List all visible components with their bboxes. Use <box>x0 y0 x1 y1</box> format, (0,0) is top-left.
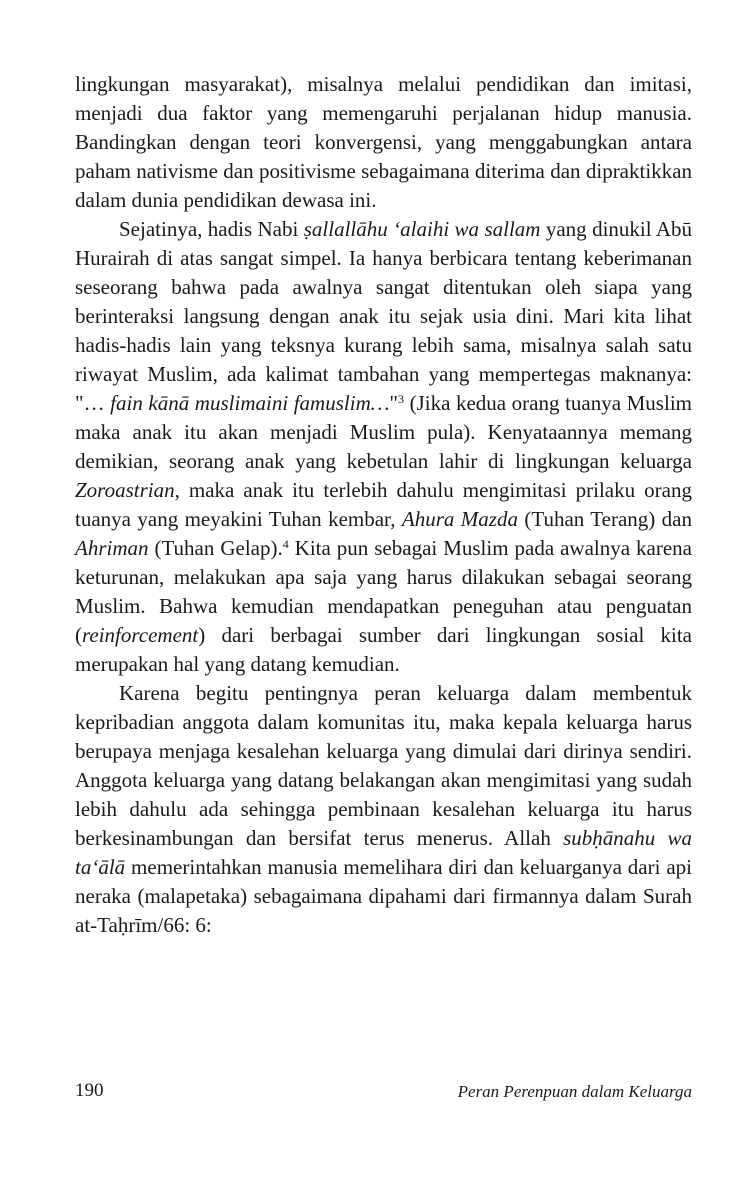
paragraph-text: (Jika kedua orang tuanya Muslim maka anak itu akan menjadi Muslim pula). Kenyataannya memang demikian, seorang anak yang kebetulan lahir di lingkungan keluarga <box>75 391 692 473</box>
page-body <box>75 70 692 940</box>
paragraph-2 <box>75 215 692 679</box>
paragraph-text: memerintahkan manusia memelihara diri dan keluarganya dari api neraka (malapetaka) sebagaimana dipahami dari firmannya dalam Surah at-Taḥrīm/66: 6: <box>75 855 692 937</box>
paragraph-text: " <box>389 391 398 415</box>
italic-phrase: ṣallallāhu ‘alaihi wa sallam <box>303 217 541 241</box>
footnote-marker: 3 <box>397 392 404 406</box>
running-title: Peran Perenpuan dalam Keluarga <box>457 1082 692 1101</box>
italic-phrase: Ahura Mazda <box>401 507 518 531</box>
italic-phrase: Zoroastrian <box>75 478 175 502</box>
italic-phrase: Ahriman <box>75 536 149 560</box>
paragraph-text: (Tuhan Terang) dan <box>517 507 692 531</box>
italic-phrase: fain kānā muslimaini famuslim… <box>110 391 390 415</box>
page-footer <box>75 1080 692 1110</box>
paragraph-text: (Tuhan Gelap). <box>148 536 283 560</box>
paragraph-text: yang dinukil Abū Hurairah di atas sangat simpel. Ia hanya berbicara tentang keberimanan seseorang bahwa pada awalnya sangat ditentukan oleh siapa yang berinteraksi langsung dengan anak itu sejak usia dini. Mari kita lihat hadis-hadis lain yang teksnya kurang lebih sama, misalnya salah satu riwayat Muslim, ada kalimat tambahan yang mempertegas maknanya: "… <box>75 217 692 415</box>
paragraph-text: ) dari berbagai sumber dari lingkungan sosial kita merupakan hal yang datang kemudian. <box>75 623 692 676</box>
paragraph-text: , maka anak itu terlebih dahulu mengimitasi prilaku orang tuanya yang meyakini Tuhan kembar, <box>75 478 692 531</box>
paragraph-1 <box>75 70 692 215</box>
italic-phrase: subḥānahu wa ta‘ālā <box>75 826 692 879</box>
page-number: 190 <box>75 1080 104 1101</box>
footnote-marker: 4 <box>282 537 289 551</box>
paragraph-3 <box>75 679 692 940</box>
paragraph-text: Sejatinya, hadis Nabi <box>119 217 304 241</box>
paragraph-text: Karena begitu pentingnya peran keluarga dalam membentuk kepribadian anggota dalam komunitas itu, maka kepala keluarga harus berupaya menjaga kesalehan keluarga yang dimulai dari dirinya sendiri. Anggota keluarga yang datang belakangan akan mengimitasi yang sudah lebih dahulu ada sehingga pembinaan kesalehan keluarga itu harus berkesinambungan dan bersifat terus menerus. Allah <box>75 681 692 850</box>
paragraph-text: Kita pun sebagai Muslim pada awalnya karena keturunan, melakukan apa saja yang harus dilakukan sebagai seorang Muslim. Bahwa kemudian mendapatkan peneguhan atau penguatan ( <box>75 536 692 647</box>
paragraph-text: lingkungan masyarakat), misalnya melalui pendidikan dan imitasi, menjadi dua faktor yang memengaruhi perjalanan hidup manusia. Bandingkan dengan teori konvergensi, yang menggabungkan antara paham nativisme dan positivisme sebagaimana diterima dan dipraktikkan dalam dunia pendidikan dewasa ini. <box>75 72 692 212</box>
italic-phrase: reinforcement <box>82 623 199 647</box>
